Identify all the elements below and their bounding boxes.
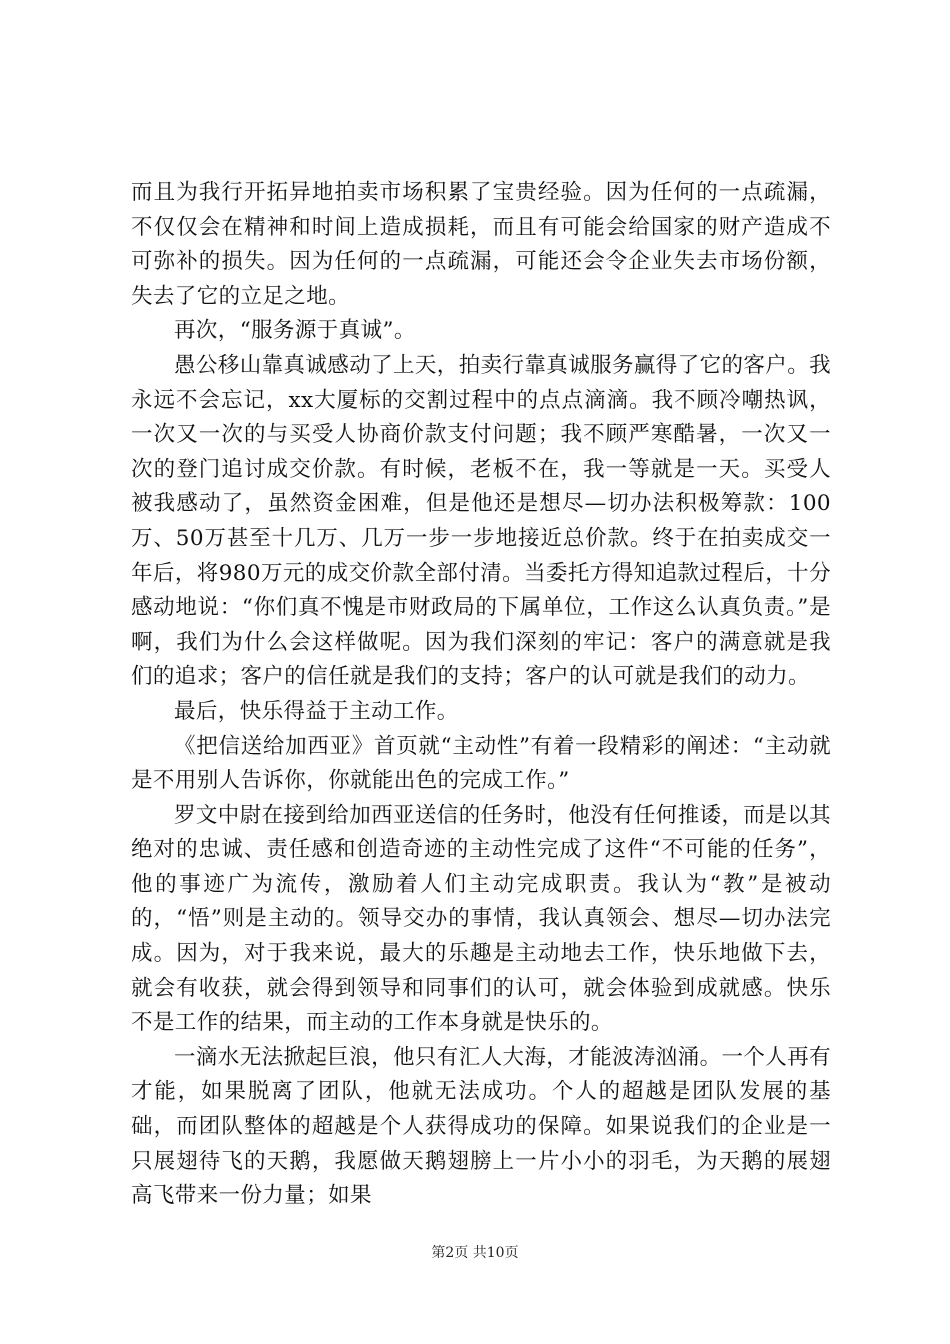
- paragraph-rowan-story: 罗文中尉在接到给加西亚送信的任务时，他没有任何推诿，而是以其绝对的忠诚、责任感和创造奇迹的主动性完成了这件“不可能的任务”，他的事迹广为流传，激励着人们主动完成职责。我认为“教”是被动的，“悟”则是主动的。领导交办的事情，我认真领会、想尽—切办法完成。因为，对于我来说，最大的乐趣是主动地去工作，快乐地做下去，就会有收获，就会得到领导和同事们的认可，就会体验到成就感。快乐不是工作的结果，而主动的工作本身就是快乐的。: [131, 802, 832, 1036]
- paragraph-garcia-quote: 《把信送给加西亚》首页就“主动性”有着一段精彩的阐述：“主动就是不用别人告诉你，你就能出色的完成工作。”: [131, 733, 831, 794]
- paragraph-joy-heading: 最后，快乐得益于主动工作。: [174, 698, 459, 724]
- paragraph-service-heading: 再次，“服务源于真诚”。: [174, 318, 416, 344]
- document-body: [131, 176, 831, 1214]
- paragraph-continuation: 而且为我行开拓异地拍卖市场积累了宝贵经验。因为任何的一点疏漏，不仅仅会在精神和时间上造成损耗，而且有可能会给国家的财产造成不可弥补的损失。因为任何的一点疏漏，可能还会令企业失去市场份额，失去了它的立足之地。: [131, 180, 831, 309]
- paragraph-teamwork: 一滴水无法掀起巨浪，他只有汇人大海，才能波涛汹涌。一个人再有才能，如果脱离了团队，他就无法成功。个人的超越是团队发展的基础，而团队整体的超越是个人获得成功的保障。如果说我们的企业是一只展翅待飞的天鹅，我愿做天鹅翅膀上一片小小的羽毛，为天鹅的展翅高飞带来一份力量；如果: [131, 1044, 832, 1209]
- page-number-footer: 第2页 共10页: [431, 1245, 519, 1261]
- paragraph-sincerity: 愚公移山靠真诚感动了上天，拍卖行靠真诚服务赢得了它的客户。我永远不会忘记，xx大厦标的交割过程中的点点滴滴。我不顾冷嘲热讽，一次又一次的与买受人协商价款支付问题；我不顾严寒酷暑，一次又一次的登门追讨成交价款。有时候，老板不在，我一等就是一天。买受人被我感动了，虽然资金困难，但是他还是想尽—切办法积极筹款：100万、50万甚至十几万、几万一步一步地接近总价款。终于在拍卖成交一年后，将980万元的成交价款全部付清。当委托方得知追款过程后，十分感动地说：“你们真不愧是市财政局的下属单位，工作这么认真负责。”是啊，我们为什么会这样做呢。因为我们深刻的牢记：客户的满意就是我们的追求；客户的信任就是我们的支持；客户的认可就是我们的动力。: [131, 352, 832, 690]
